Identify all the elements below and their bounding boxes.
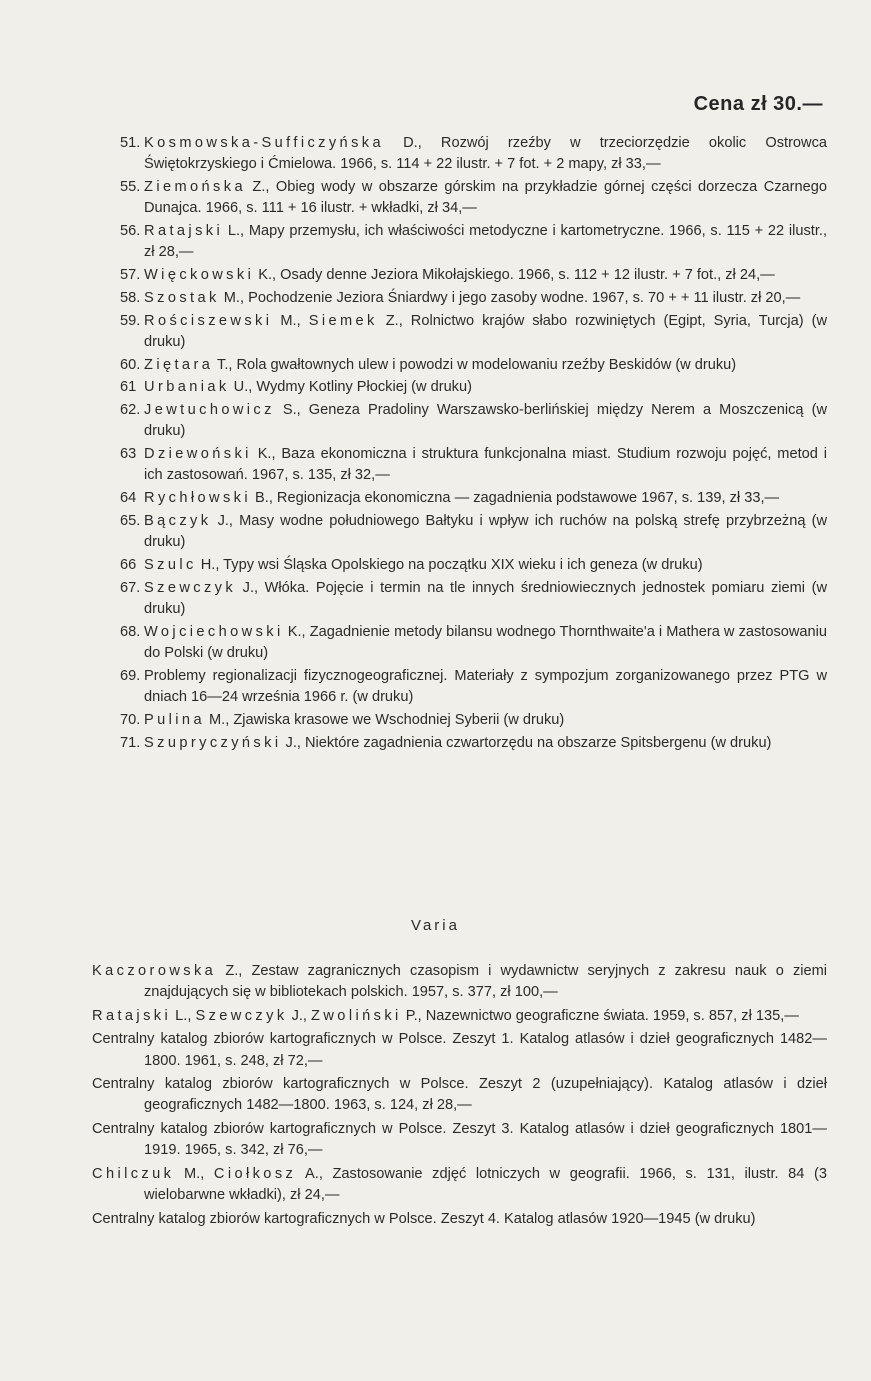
list-item: [92, 221, 827, 263]
entry-text: K., Osady denne Jeziora Mikołajskiego. 1966, s. 112 + 12 ilustr. + 7 fot., zł 24,—: [254, 267, 775, 283]
entry-author: Pulina: [144, 711, 205, 728]
entry-text: T., Rola gwałtownych ulew i powodzi w modelowaniu rzeźby Beskidów (w druku): [213, 356, 737, 373]
entry-text: L., Mapy przemysłu, ich właściwości metodyczne i kartometryczne. 1966, s. 115 + 22 ilustr., zł 28,—: [144, 223, 827, 261]
list-item: [92, 400, 827, 442]
entry-author: Wojciechowski: [144, 623, 284, 640]
entry-text: M., Pochodzenie Jeziora Śniardwy i jego zasoby wodne. 1967, s. 70 + + 11 ilustr. zł 20,—: [219, 289, 801, 306]
entry-text-2: A., Zastosowanie zdjęć lotniczych w geografii. 1966, s. 131, ilustr. 84 (3 wielobarwne wkładki), zł 24,—: [144, 1165, 827, 1203]
entry-number: 56.: [120, 223, 141, 239]
entry-author: Ratajski: [92, 1007, 172, 1024]
entry-text: D., Rozwój rzeźby w trzeciorzędzie okolic Ostrowca Świętokrzyskiego i Ćmielowa. 1966, s. 114 + 22 ilustr. + 7 fot. + 2 mapy, zł 33,—: [144, 135, 827, 173]
entry-number: 66: [120, 556, 137, 573]
price-label: Cena zł 30.—: [693, 93, 823, 115]
entry-author: Szewczyk: [144, 579, 237, 596]
entry-text-3: P., Nazewnictwo geograficzne świata. 1959, s. 857, zł 135,—: [401, 1007, 799, 1024]
entry-author-3: Zwoliński: [311, 1007, 402, 1024]
list-item: [92, 288, 827, 309]
entry-number: 65.: [120, 512, 141, 529]
entry-number: 51.: [120, 135, 141, 151]
entry-author: Chilczuk: [92, 1165, 175, 1182]
entry-text: Centralny katalog zbiorów kartograficznych w Polsce. Zeszyt 1. Katalog atlasów i dzieł geograficznych 1482—1800. 1961, s. 248, zł 72,—: [92, 1031, 827, 1069]
entry-text: Centralny katalog zbiorów kartograficznych w Polsce. Zeszyt 3. Katalog atlasów i dzieł geograficznych 1801—1919. 1965, s. 342, zł 76,—: [92, 1120, 827, 1159]
entry-text: J., Włóka. Pojęcie i termin na tle innych średniowiecznych jednostek pomiaru ziemi (w druku): [144, 579, 827, 617]
entry-author: Szostak: [144, 289, 220, 306]
varia-list: [92, 961, 827, 1232]
entry-text: H., Typy wsi Śląska Opolskiego na początku XIX wieku i ich geneza (w druku): [196, 556, 703, 573]
list-item: [92, 133, 827, 175]
entry-number: 57.: [120, 267, 141, 283]
entry-number: 70.: [120, 711, 141, 728]
entry-author: Ziemońska: [144, 179, 246, 195]
entry-author: Ziętara: [144, 356, 214, 373]
entry-author-2: Ciołkosz: [213, 1165, 297, 1182]
list-item: [92, 733, 827, 754]
list-item: [92, 1209, 827, 1230]
list-item: [92, 355, 827, 376]
entry-author: Ratajski: [144, 223, 224, 239]
entry-number: 64: [120, 490, 137, 507]
entry-author: Kaczorowska: [92, 963, 217, 979]
list-item: [92, 1029, 827, 1071]
list-item: [92, 1006, 827, 1027]
entry-author: Więckowski: [144, 267, 255, 283]
entry-text: Z., Zestaw zagranicznych czasopism i wydawnictw seryjnych z zakresu nauk o ziemi znajdujących się w bibliotekach polskich. 1957, s. 377, zł 100,—: [144, 963, 827, 1001]
entry-text: K., Baza ekonomiczna i struktura funkcjonalna miast. Studium rozwoju pojęć, metod i ich zastosowań. 1967, s. 135, zł 32,—: [144, 446, 827, 484]
list-item: [92, 1164, 827, 1206]
entry-text: M.,: [174, 1165, 214, 1182]
section-heading-varia: Varia: [411, 917, 460, 934]
entry-text: Problemy regionalizacji fizycznogeograficznej. Materiały z sympozjum zorganizowanego przez PTG w dniach 16—24 września 1966 r. (w druku): [144, 667, 827, 705]
entry-text: U., Wydmy Kotliny Płockiej (w druku): [229, 379, 472, 396]
list-item: [92, 377, 827, 398]
entry-text: J., Niektóre zagadnienia czwartorzędu na obszarze Spitsbergenu (w druku): [281, 734, 772, 751]
entry-text: Centralny katalog zbiorów kartograficznych w Polsce. Zeszyt 4. Katalog atlasów 1920—1945 (w druku): [92, 1210, 756, 1227]
entry-author: Rościszewski: [144, 312, 273, 329]
entry-number: 61: [120, 379, 137, 396]
entry-number: 60.: [120, 356, 141, 373]
entry-author: Bączyk: [144, 512, 212, 529]
entry-author-2: Szewczyk: [195, 1007, 288, 1024]
entry-text: Z., Obieg wody w obszarze górskim na przykładzie górnej części dorzecza Czarnego Dunajca. 1966, s. 111 + 16 ilustr. + wkładki, zł 34,—: [144, 179, 827, 217]
entry-author: Urbaniak: [144, 379, 230, 396]
entry-author: Szupryczyński: [144, 734, 282, 751]
entry-text: S., Geneza Pradoliny Warszawsko-berlińskiej między Nerem a Moszczenicą (w druku): [144, 402, 827, 440]
entry-number: 59.: [120, 312, 141, 329]
entry-text: Centralny katalog zbiorów kartograficznych w Polsce. Zeszyt 2 (uzupełniający). Katalog atlasów i dzieł geograficznych 1482—1800. 1963, s. 124, zł 28,—: [92, 1076, 827, 1114]
list-item: [92, 177, 827, 219]
list-item: [92, 666, 827, 708]
entry-text: M., Zjawiska krasowe we Wschodniej Syberii (w druku): [204, 711, 565, 728]
list-item: [92, 710, 827, 731]
list-item: [92, 511, 827, 553]
entry-text-2: Z., Rolnictwo krajów słabo rozwiniętych (Egipt, Syria, Turcja) (w druku): [144, 312, 827, 350]
entry-number: 71.: [120, 734, 141, 751]
list-item: [92, 265, 827, 286]
entry-number: 69.: [120, 667, 141, 684]
entry-number: 55.: [120, 179, 141, 195]
publication-list: [92, 133, 827, 755]
list-item: [92, 311, 827, 353]
list-item: [92, 1119, 827, 1161]
entry-author: Rychłowski: [144, 490, 251, 507]
entry-number: 63: [120, 446, 137, 463]
list-item: [92, 488, 827, 509]
entry-text: L.,: [171, 1007, 196, 1024]
entry-number: 67.: [120, 579, 141, 596]
list-item: [92, 555, 827, 576]
entry-text-2: J.,: [287, 1007, 312, 1024]
entry-number: 58.: [120, 289, 141, 306]
entry-text: K., Zagadnienie metody bilansu wodnego Thornthwaite'a i Mathera w zastosowaniu do Polski (w druku): [144, 623, 827, 661]
entry-author: Dziewoński: [144, 446, 252, 463]
entry-text: M.,: [272, 312, 309, 329]
entry-author: Szulc: [144, 556, 197, 573]
entry-author: Jewtuchowicz: [144, 402, 275, 419]
list-item: [92, 578, 827, 620]
entry-number: 68.: [120, 623, 141, 640]
entry-number: 62.: [120, 402, 141, 419]
list-item: [92, 961, 827, 1003]
list-item: [92, 622, 827, 664]
entry-text: J., Masy wodne południowego Bałtyku i wpływ ich ruchów na polską strefę przybrzeżną (w druku): [144, 512, 827, 551]
entry-author: Kosmowska-Sufficzyńska: [144, 135, 384, 151]
entry-text: B., Regionizacja ekonomiczna — zagadnienia podstawowe 1967, s. 139, zł 33,—: [250, 490, 780, 507]
list-item: [92, 444, 827, 486]
entry-author-2: Siemek: [308, 312, 378, 329]
list-item: [92, 1074, 827, 1116]
